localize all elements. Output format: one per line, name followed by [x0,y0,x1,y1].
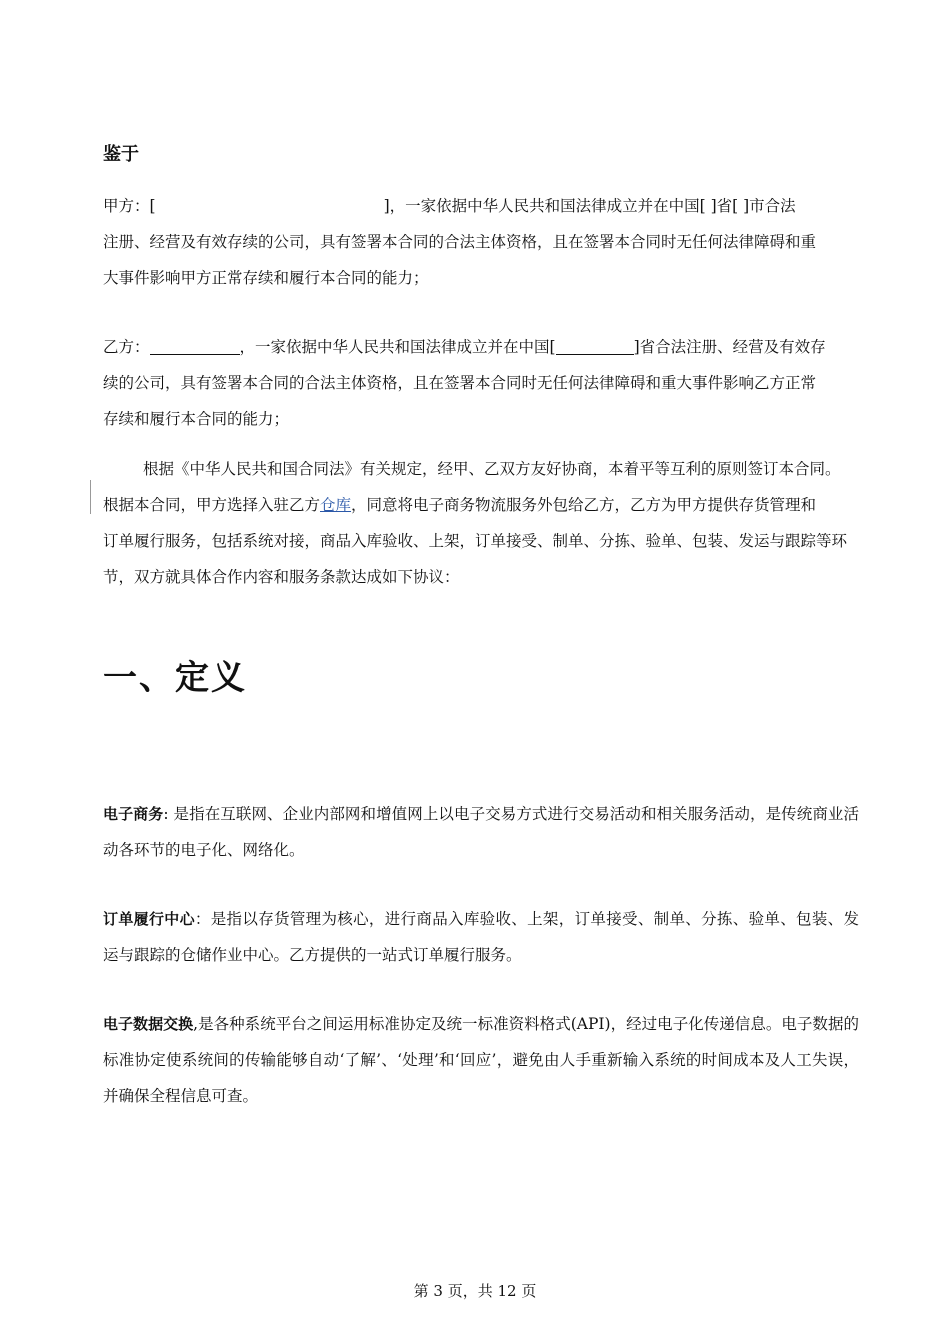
definition-text: ,是各种系统平台之间运用标准协定及统一标准资料格式(API)，经过电子化传递信息。电子数据的标准协定使系统间的传输能够自动‘了解’、‘处理’和‘回应’，避免由人手重新输入系统的时间成本及人工失误，并确保全程信息可查。 [103,1015,859,1105]
definition-text: : 是指在互联网、企业内部网和增值网上以电子交易方式进行交易活动和相关服务活动，是传统商业活动各环节的电子化、网络化。 [103,805,859,859]
party-a-paragraph [103,188,859,296]
party-a-line-1-text: ]，一家依据中华人民共和国法律成立并在中国[ ]省[ ]市合法 [383,197,796,215]
definition-item [103,1006,859,1114]
text-cursor-marker [90,480,91,514]
party-a-line-2: 注册、经营及有效存续的公司，具有签署本合同的合法主体资格，且在签署本合同时无任何法律障碍和重 [103,233,817,251]
party-a-label: 甲方：[ [103,197,156,215]
definition-term: 电子商务 [103,805,164,823]
basis-line-2 [103,487,859,523]
party-b-province-blank[interactable] [556,336,634,355]
party-a-line-1 [103,188,859,224]
definition-term: 订单履行中心 [103,910,195,928]
definition-item [103,796,859,868]
footer-prefix: 第 [413,1282,434,1300]
definition-item [103,901,859,973]
party-b-label: 乙方： [103,338,150,356]
preamble-heading: 鉴于 [103,144,139,165]
party-a-line-3: 大事件影响甲方正常存续和履行本合同的能力； [103,269,429,287]
footer-middle: 页，共 [442,1282,498,1300]
warehouse-link[interactable]: 仓库 [320,496,352,514]
basis-line-4: 节，双方就具体合作内容和服务条款达成如下协议： [103,568,460,586]
party-b-paragraph [103,329,859,437]
footer-suffix: 页 [516,1282,537,1300]
basis-paragraph [103,451,859,595]
party-b-name-blank[interactable] [150,336,240,355]
definition-text: ：是指以存货管理为核心，进行商品入库验收、上架，订单接受、制单、分拣、验单、包装、发运与跟踪的仓储作业中心。乙方提供的一站式订单履行服务。 [103,910,859,964]
party-b-line-3: 存续和履行本合同的能力； [103,410,290,428]
basis-line-3: 订单履行服务，包括系统对接，商品入库验收、上架，订单接受、制单、分拣、验单、包装、发运与跟踪等环 [103,532,848,550]
section-heading: 一、定义 [103,658,247,698]
party-b-line-1-tail: ]省合法注册、经营及有效存 [633,338,826,356]
footer-current-page: 3 [433,1282,443,1300]
footer-total-pages: 12 [497,1282,517,1300]
page-footer [0,1280,950,1301]
basis-line-2-pre: 根据本合同，甲方选择入驻乙方 [103,496,321,514]
definition-term: 电子数据交换 [103,1015,194,1033]
party-b-line-1 [103,329,859,365]
basis-line-2-post: ，同意将电子商务物流服务外包给乙方，乙方为甲方提供存货管理和 [351,496,817,514]
basis-line-1: 根据《中华人民共和国合同法》有关规定，经甲、乙双方友好协商，本着平等互利的原则签订本合同。 [143,460,841,478]
party-b-line-1-text: ，一家依据中华人民共和国法律成立并在中国[ [239,338,556,356]
party-b-line-2: 续的公司，具有签署本合同的合法主体资格，且在签署本合同时无任何法律障碍和重大事件影响乙方正常 [103,374,817,392]
